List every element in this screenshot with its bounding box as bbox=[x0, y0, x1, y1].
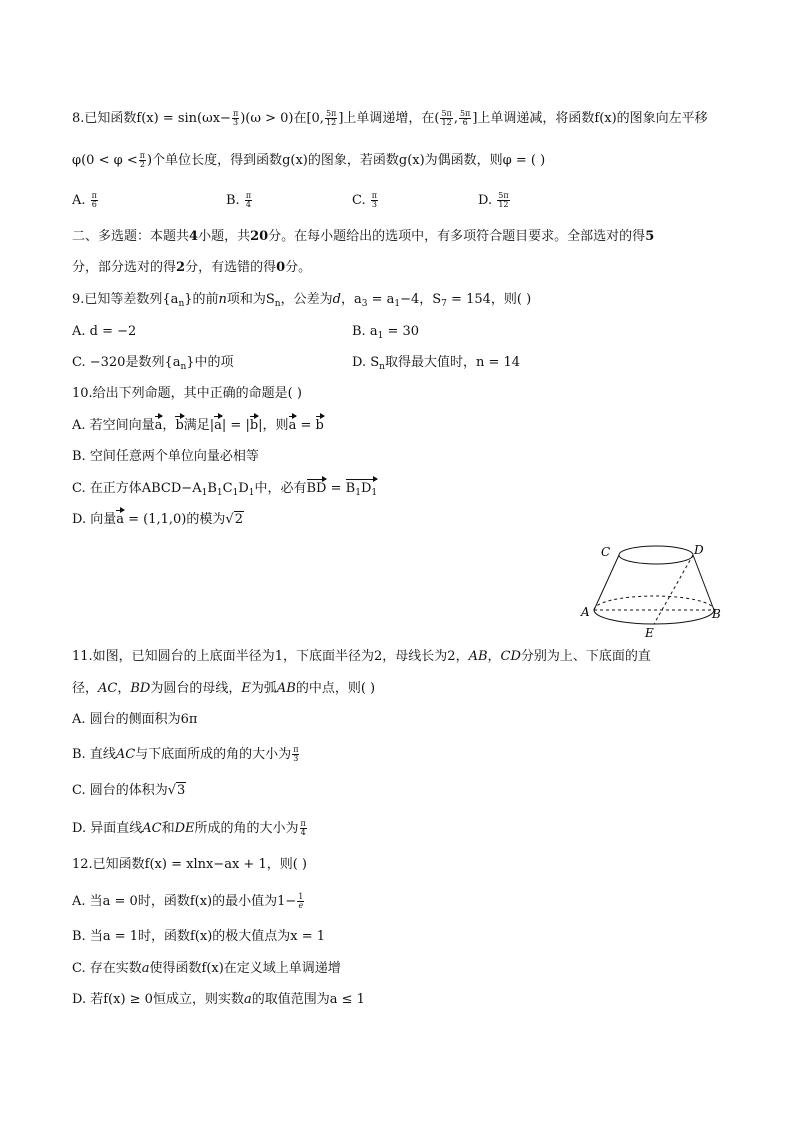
q12-option-d: D. 若f(x) ≥ 0恒成立，则实数a的取值范围为a ≤ 1 bbox=[72, 992, 365, 1007]
section-header-line1: 二、多选题：本题共4小题，共20分。在每小题给出的选项中，有多项符合题目要求。全部选对的得5 bbox=[72, 229, 655, 244]
q11-option-c: C. 圆台的体积为√3 bbox=[72, 783, 186, 798]
label-e: E bbox=[645, 626, 654, 640]
q8-stem-line2: φ(0 < φ < $\frac{\pi}{2}$ )个单位长度，得到函数g(x)的图象，若函数g(x)为偶函数，则φ = ( ) bbox=[72, 151, 546, 169]
bottom-base-back bbox=[594, 596, 714, 610]
label-b: B bbox=[712, 607, 721, 621]
q9-option-a: A. d = −2 bbox=[72, 324, 137, 339]
fraction: $\frac{\pi}{2}$ bbox=[139, 151, 145, 169]
q8-stem-line1: 8.已知函数f(x) = sin(ωx− $\frac{\pi}{3}$ )(ω > 0)在[0, $\frac{5\pi}{12}$ ]上单调递增，在( $\frac{5\pi}{12}$ , $\frac{5\pi}{6}$ ]上单调递减，将函数f(x)的图象向左平移 bbox=[72, 109, 708, 127]
q11-option-a: A. 圆台的侧面积为6π bbox=[72, 712, 198, 727]
q9-option-c: C. −320是数列$\{a_n\}$中的项 bbox=[72, 355, 234, 372]
q10-option-d: D. 向量a = (1,1,0)的模为√2 bbox=[72, 512, 243, 527]
slant-bd bbox=[693, 555, 714, 610]
q10-stem: 10.给出下列命题，其中正确的命题是( ) bbox=[72, 386, 302, 401]
q10-option-a: A. 若空间向量a，b满足|a| = |b|，则a = b bbox=[72, 418, 324, 433]
top-base-ellipse bbox=[619, 546, 693, 564]
fraction: $\frac{\pi}{3}$ bbox=[232, 109, 239, 127]
label-c: C bbox=[601, 545, 611, 559]
frustum-figure bbox=[576, 538, 726, 640]
segment-de bbox=[654, 555, 693, 624]
q10-option-b: B. 空间任意两个单位向量必相等 bbox=[72, 449, 259, 464]
q10-option-c: C. 在正方体$ABCD-A_1B_1C_1D_1$中，必有BD = $B_1D_1$ bbox=[72, 481, 377, 501]
q12-option-c: C. 存在实数a使得函数f(x)在定义域上单调递增 bbox=[72, 961, 341, 976]
q12-stem: 12.已知函数f(x) = xlnx−ax + 1，则( ) bbox=[72, 857, 307, 872]
fraction: $\frac{5\pi}{12}$ bbox=[325, 109, 337, 127]
q9-stem: 9.已知等差数列$\{a_n\}$的前n项和为$S_n$，公差为d，$a_3 = a_1-4$，$S_7 = 154$，则( ) bbox=[72, 292, 532, 309]
q9-option-d: D. $S_n$取得最大值时，n = 14 bbox=[352, 355, 521, 372]
q12-option-b: B. 当a = 1时，函数f(x)的极大值点为x = 1 bbox=[72, 929, 326, 944]
q11-stem-line1: 11.如图，已知圆台的上底面半径为1，下底面半径为2，母线长为2，AB，CD分别为上、下底面的直 bbox=[72, 649, 651, 664]
section-header-line2: 分，部分选对的得2分，有选错的得0分。 bbox=[72, 260, 312, 275]
q11-option-b: B. 直线AC与下底面所成的角的大小为 $\frac{\pi}{3}$ bbox=[72, 745, 299, 763]
fraction: $\frac{5\pi}{12}$ bbox=[441, 109, 452, 127]
label-a: A bbox=[581, 605, 590, 619]
q12-option-a: A. 当a = 0时，函数f(x)的最小值为1− $\frac{1}{e}$ bbox=[72, 892, 304, 910]
fraction: $\frac{5\pi}{6}$ bbox=[459, 109, 471, 127]
q8-option-c: C. $\frac{\pi}{3}$ bbox=[352, 191, 378, 209]
bottom-base-front bbox=[594, 610, 714, 624]
q8-option-b: B. $\frac{\pi}{4}$ bbox=[226, 191, 252, 209]
label-d: D bbox=[694, 543, 704, 557]
slant-ac bbox=[594, 555, 619, 610]
q8-option-a: A. $\frac{\pi}{6}$ bbox=[72, 191, 97, 209]
q8-option-d: D. $\frac{5\pi}{12}$ bbox=[478, 191, 509, 209]
q11-option-d: D. 异面直线AC和DE所成的角的大小为 $\frac{\pi}{4}$ bbox=[72, 819, 306, 837]
q9-option-b: B. $a_1 = 30$ bbox=[352, 324, 420, 341]
q11-stem-line2: 径，AC，BD为圆台的母线，E为弧AB的中点，则( ) bbox=[72, 681, 376, 696]
